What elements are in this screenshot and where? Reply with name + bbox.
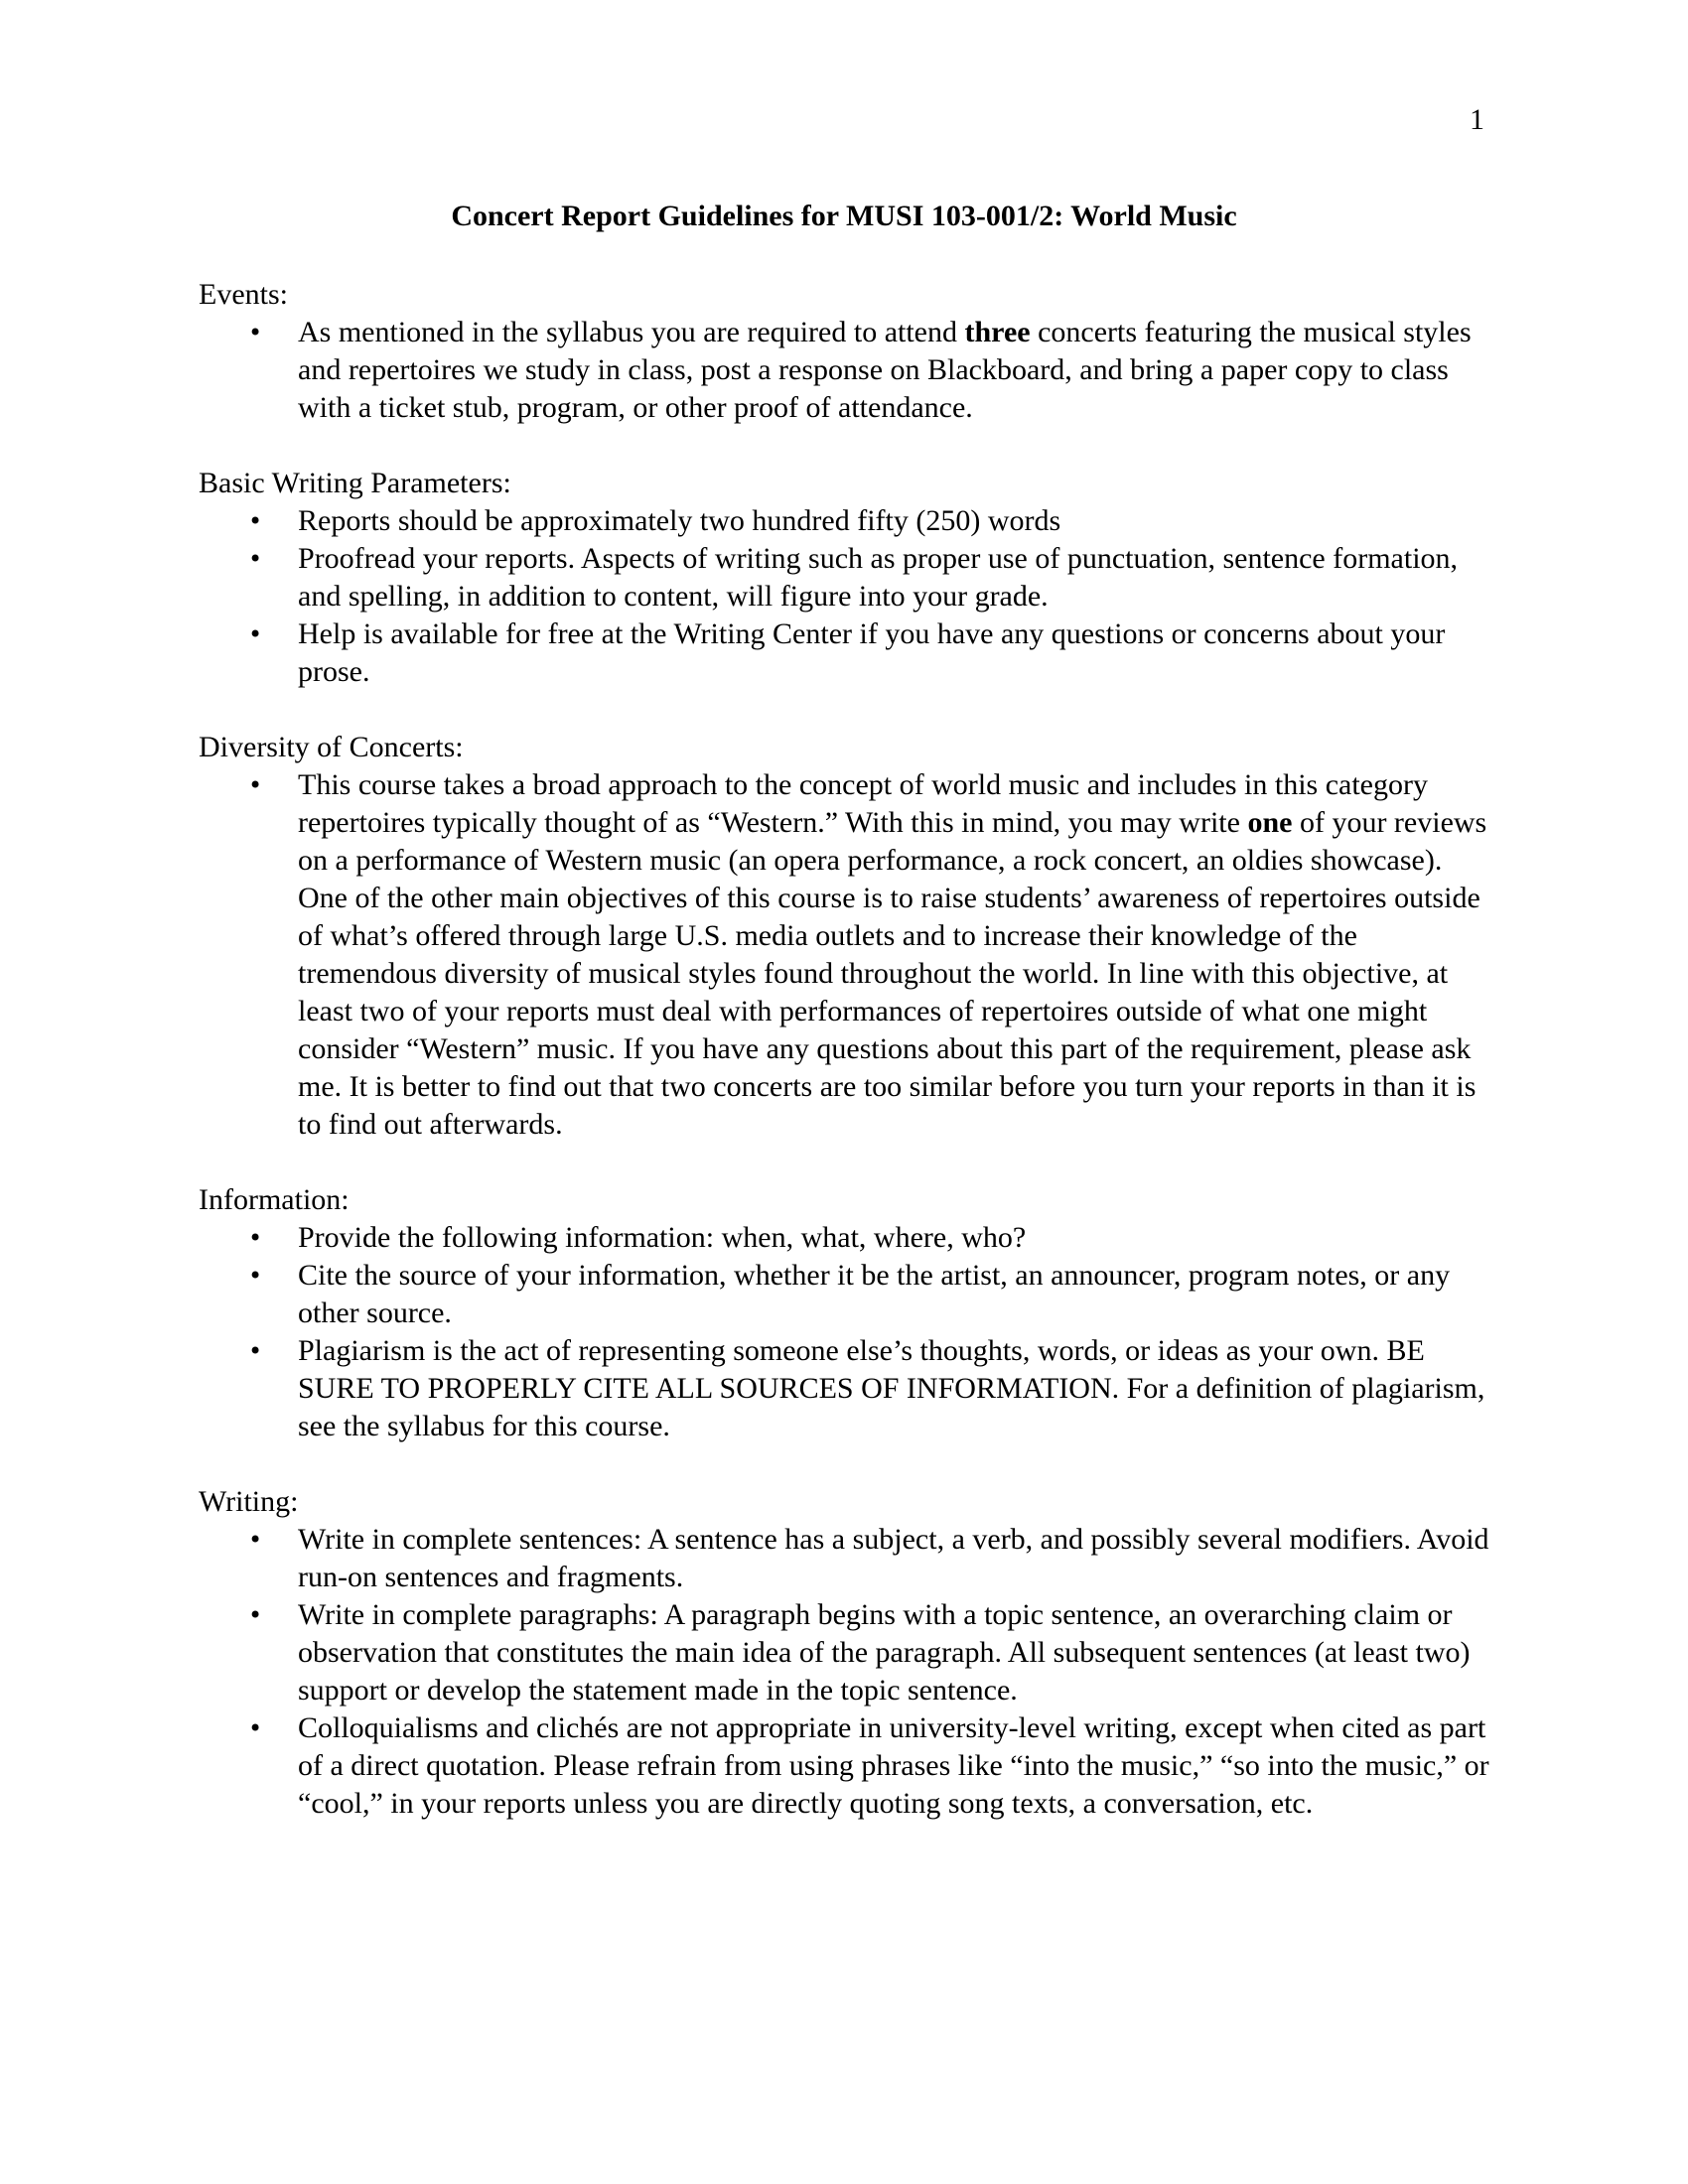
list-item	[199, 1709, 1489, 1823]
bullet-icon: •	[248, 507, 263, 535]
item-text: Reports should be approximately two hundred fifty (250) words	[298, 504, 1061, 537]
item-emphasis: one	[1247, 806, 1293, 839]
list-item	[199, 1219, 1489, 1257]
list-item	[199, 615, 1489, 691]
bullet-icon: •	[248, 771, 263, 799]
item-text: Plagiarism is the act of representing someone else’s thoughts, words, or ideas as your own. BE SURE TO PROPERLY CITE ALL SOURCES OF INFORMATION. For a definition of plagiarism, see the syllabus for this course.	[298, 1334, 1485, 1442]
diversity-list	[199, 766, 1489, 1144]
section-diversity-of-concerts	[199, 729, 1489, 1144]
bullet-icon: •	[248, 1262, 263, 1290]
basic-list	[199, 502, 1489, 691]
item-text: This course takes a broad approach to the concept of world music and includes in this category repertoires typically thought of as “Western.” With this in mind, you may write	[298, 768, 1428, 839]
list-item	[199, 1257, 1489, 1332]
bullet-icon: •	[248, 545, 263, 573]
bullet-icon: •	[248, 1714, 263, 1742]
bullet-icon: •	[248, 319, 263, 346]
section-heading-diversity: Diversity of Concerts:	[199, 731, 464, 763]
item-text: Write in complete sentences: A sentence has a subject, a verb, and possibly several modifiers. Avoid run-on sentences and fragments.	[298, 1523, 1489, 1593]
item-text: Proofread your reports. Aspects of writing such as proper use of punctuation, sentence formation, and spelling, in addition to content, will figure into your grade.	[298, 542, 1459, 613]
bullet-icon: •	[248, 1601, 263, 1629]
item-text: Help is available for free at the Writing Center if you have any questions or concerns about your prose.	[298, 617, 1446, 688]
item-text: Colloquialisms and clichés are not appropriate in university-level writing, except when cited as part of a direct quotation. Please refrain from using phrases like “into the music,” “so into the music,” or “cool,” in your reports unless you are directly quoting song texts, a conversation, etc.	[298, 1711, 1489, 1820]
list-item	[199, 540, 1489, 615]
item-text: Write in complete paragraphs: A paragraph begins with a topic sentence, an overarching claim or observation that constitutes the main idea of the paragraph. All subsequent sentences (at least two) support or develop the statement made in the topic sentence.	[298, 1598, 1471, 1706]
item-emphasis: three	[964, 316, 1031, 348]
section-information	[199, 1181, 1489, 1445]
document-body	[199, 276, 1489, 1860]
document-title: Concert Report Guidelines for MUSI 103-001/2: World Music	[451, 200, 1237, 232]
bullet-icon: •	[248, 1224, 263, 1252]
item-text: Cite the source of your information, whether it be the artist, an announcer, program notes, or any other source.	[298, 1259, 1451, 1329]
item-text: Provide the following information: when, what, where, who?	[298, 1221, 1027, 1254]
bullet-icon: •	[248, 620, 263, 648]
list-item	[199, 766, 1489, 1144]
page-number: 1	[1470, 103, 1484, 136]
section-heading-writing: Writing:	[199, 1485, 299, 1518]
section-basic-writing-parameters	[199, 465, 1489, 691]
item-text: concerts featuring the musical styles and repertoires we study in class, post a response on Blackboard, and bring a paper copy to class with a ticket stub, program, or other proof of attendance.	[298, 316, 1472, 424]
writing-list	[199, 1521, 1489, 1823]
list-item	[199, 502, 1489, 540]
section-heading-basic: Basic Writing Parameters:	[199, 467, 511, 499]
list-item	[199, 1596, 1489, 1709]
section-heading-information: Information:	[199, 1183, 350, 1216]
section-events	[199, 276, 1489, 427]
item-text: As mentioned in the syllabus you are required to attend	[298, 316, 965, 348]
list-item	[199, 1521, 1489, 1596]
events-list	[199, 314, 1489, 427]
section-heading-events: Events:	[199, 278, 288, 311]
bullet-icon: •	[248, 1337, 263, 1365]
bullet-icon: •	[248, 1526, 263, 1554]
information-list	[199, 1219, 1489, 1445]
list-item	[199, 314, 1489, 427]
list-item	[199, 1332, 1489, 1445]
section-writing	[199, 1483, 1489, 1823]
item-text: of your reviews on a performance of Western music (an opera performance, a rock concert, an oldies showcase). One of the other main objectives of this course is to raise students’ awareness of repertoires outside of what’s offered through large U.S. media outlets and to increase their knowledge of the tremendous diversity of musical styles found throughout the world. In line with this objective, at least two of your reports must deal with performances of repertoires outside of what one might consider “Western” music. If you have any questions about this part of the requirement, please ask me. It is better to find out that two concerts are too similar before you turn your reports in than it is to find out afterwards.	[298, 806, 1487, 1141]
